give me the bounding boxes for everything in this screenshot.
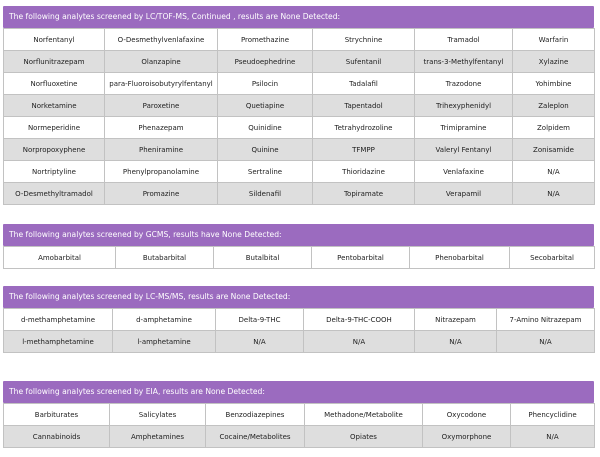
analyte-cell: Norpropoxyphene <box>4 139 105 161</box>
analyte-cell: Quinine <box>218 139 313 161</box>
analyte-cell: Pseudoephedrine <box>218 51 313 73</box>
table-row <box>4 51 595 73</box>
analyte-cell: Zonisamide <box>513 139 595 161</box>
analyte-cell: Sildenafil <box>218 183 313 205</box>
table-row <box>4 161 595 183</box>
analyte-cell: TFMPP <box>313 139 415 161</box>
section-header: The following analytes screened by LC-MS/MS, results are None Detected: <box>3 286 594 308</box>
table-row <box>4 95 595 117</box>
table-row <box>4 404 595 426</box>
analyte-table <box>3 308 595 353</box>
analyte-cell: Normeperidine <box>4 117 105 139</box>
analyte-cell: Topiramate <box>313 183 415 205</box>
analyte-cell: d-amphetamine <box>113 309 216 331</box>
analyte-cell: Quinidine <box>218 117 313 139</box>
analyte-cell: Salicylates <box>110 404 206 426</box>
analyte-table <box>3 246 595 269</box>
analyte-cell: Phenazepam <box>105 117 218 139</box>
analyte-cell: Cocaine/Metabolites <box>206 426 305 448</box>
analyte-cell: Venlafaxine <box>415 161 513 183</box>
analyte-cell: Barbiturates <box>4 404 110 426</box>
analyte-cell: Trazodone <box>415 73 513 95</box>
analyte-cell: Sertraline <box>218 161 313 183</box>
analyte-cell: Quetiapine <box>218 95 313 117</box>
lc-tof-ms-section <box>3 6 594 205</box>
analyte-cell: N/A <box>513 161 595 183</box>
analyte-cell: Tapentadol <box>313 95 415 117</box>
analyte-cell: Zaleplon <box>513 95 595 117</box>
analyte-cell: Nortriptyline <box>4 161 105 183</box>
analyte-cell: d-methamphetamine <box>4 309 113 331</box>
analyte-cell: N/A <box>513 183 595 205</box>
table-row <box>4 139 595 161</box>
analyte-cell: Yohimbine <box>513 73 595 95</box>
analyte-cell: Delta-9-THC-COOH <box>304 309 415 331</box>
analyte-cell: para-Fluoroisobutyrylfentanyl <box>105 73 218 95</box>
analyte-table <box>3 403 595 448</box>
table-row <box>4 183 595 205</box>
analyte-cell: Tadalafil <box>313 73 415 95</box>
analyte-cell: O-Desmethylvenlafaxine <box>105 29 218 51</box>
analyte-cell: Zolpidem <box>513 117 595 139</box>
analyte-cell: Phenobarbital <box>410 247 510 269</box>
analyte-cell: 7-Amino Nitrazepam <box>497 309 595 331</box>
analyte-cell: l-amphetamine <box>113 331 216 353</box>
analyte-cell: Phencyclidine <box>511 404 595 426</box>
analyte-cell: Pheniramine <box>105 139 218 161</box>
analyte-cell: Benzodiazepines <box>206 404 305 426</box>
analyte-cell: Cannabinoids <box>4 426 110 448</box>
table-row <box>4 73 595 95</box>
section-header: The following analytes screened by GCMS, results have None Detected: <box>3 224 594 246</box>
table-row <box>4 331 595 353</box>
gcms-section <box>3 224 594 269</box>
section-header: The following analytes screened by EIA, results are None Detected: <box>3 381 594 403</box>
analyte-cell: Norfentanyl <box>4 29 105 51</box>
analyte-cell: N/A <box>497 331 595 353</box>
table-row <box>4 309 595 331</box>
analyte-cell: Norflunitrazepam <box>4 51 105 73</box>
analyte-cell: N/A <box>415 331 497 353</box>
analyte-cell: Promazine <box>105 183 218 205</box>
analyte-cell: Verapamil <box>415 183 513 205</box>
analyte-cell: Norfluoxetine <box>4 73 105 95</box>
analyte-cell: Tetrahydrozoline <box>313 117 415 139</box>
analyte-cell: Xylazine <box>513 51 595 73</box>
analyte-cell: N/A <box>216 331 304 353</box>
analyte-cell: Secobarbital <box>510 247 595 269</box>
table-row <box>4 247 595 269</box>
table-row <box>4 426 595 448</box>
analyte-cell: Valeryl Fentanyl <box>415 139 513 161</box>
analyte-cell: Promethazine <box>218 29 313 51</box>
analyte-cell: Tramadol <box>415 29 513 51</box>
analyte-cell: Trihexyphenidyl <box>415 95 513 117</box>
analyte-cell: Butabarbital <box>116 247 214 269</box>
analyte-cell: Olanzapine <box>105 51 218 73</box>
analyte-cell: l-methamphetamine <box>4 331 113 353</box>
analyte-cell: Thioridazine <box>313 161 415 183</box>
analyte-cell: N/A <box>511 426 595 448</box>
analyte-cell: Nitrazepam <box>415 309 497 331</box>
analyte-cell: Opiates <box>305 426 423 448</box>
analyte-cell: Sufentanil <box>313 51 415 73</box>
section-header: The following analytes screened by LC/TOF-MS, Continued , results are None Detected: <box>3 6 594 28</box>
analyte-cell: Amphetamines <box>110 426 206 448</box>
analyte-cell: Paroxetine <box>105 95 218 117</box>
table-row <box>4 117 595 139</box>
analyte-cell: Butalbital <box>214 247 312 269</box>
analyte-cell: Oxymorphone <box>423 426 511 448</box>
lc-ms-ms-section <box>3 286 594 353</box>
analyte-cell: Pentobarbital <box>312 247 410 269</box>
analyte-cell: Trimipramine <box>415 117 513 139</box>
analyte-cell: Norketamine <box>4 95 105 117</box>
analyte-table <box>3 28 595 205</box>
analyte-cell: Methadone/Metabolite <box>305 404 423 426</box>
eia-section <box>3 381 594 448</box>
analyte-cell: Amobarbital <box>4 247 116 269</box>
table-row <box>4 29 595 51</box>
analyte-cell: Strychnine <box>313 29 415 51</box>
analyte-cell: O-Desmethyltramadol <box>4 183 105 205</box>
analyte-cell: Oxycodone <box>423 404 511 426</box>
analyte-cell: Psilocin <box>218 73 313 95</box>
analyte-cell: Warfarin <box>513 29 595 51</box>
analyte-cell: trans-3-Methylfentanyl <box>415 51 513 73</box>
analyte-cell: N/A <box>304 331 415 353</box>
analyte-cell: Delta-9-THC <box>216 309 304 331</box>
analyte-cell: Phenylpropanolamine <box>105 161 218 183</box>
